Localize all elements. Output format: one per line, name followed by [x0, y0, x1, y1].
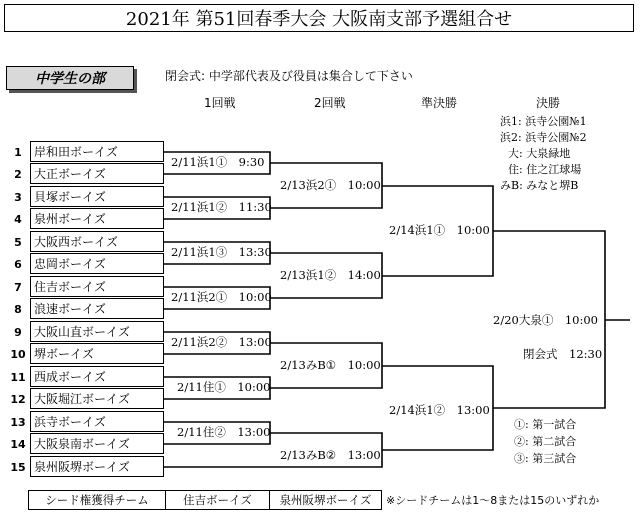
- game-legend-item: ①: 第一試合: [514, 418, 577, 431]
- team-number: 12: [10, 393, 26, 406]
- team-box: 忠岡ボーイズ: [30, 253, 164, 274]
- team-box: 大阪泉南ボーイズ: [30, 433, 164, 454]
- seed-team-1: 住吉ボーイズ: [166, 490, 270, 510]
- semifinal-match: 2/14浜1① 10:00: [389, 223, 490, 237]
- round1-match: 2/11浜2① 10:00: [171, 290, 272, 304]
- team-box: 浪速ボーイズ: [30, 298, 164, 319]
- round-header-semifinal: 準決勝: [421, 96, 458, 110]
- round2-match: 2/13みB① 10:00: [280, 358, 381, 372]
- team-box: 貝塚ボーイズ: [30, 186, 164, 207]
- round-header-1: 1回戦: [204, 96, 236, 110]
- team-number: 1: [14, 146, 22, 159]
- round1-match: 2/11浜1① 9:30: [171, 155, 265, 169]
- page-title: 2021年 第51回春季大会 大阪南支部予選組合せ: [4, 4, 634, 32]
- game-legend-item: ③: 第三試合: [514, 452, 577, 465]
- round-header-2: 2回戦: [314, 96, 346, 110]
- round1-match: 2/11浜1② 11:30: [171, 200, 272, 214]
- team-box: 大正ボーイズ: [30, 163, 164, 184]
- round-header-final: 決勝: [536, 96, 561, 110]
- venue-legend-item: みB: みなと堺B: [500, 179, 579, 192]
- team-number: 3: [14, 191, 22, 204]
- division-label: 中学生の部: [6, 66, 134, 90]
- round2-match: 2/13浜1② 14:00: [280, 268, 381, 282]
- team-number: 9: [14, 326, 22, 339]
- round2-match: 2/13みB② 13:00: [280, 448, 381, 462]
- venue-legend-item: 浜1: 浜寺公園№1: [500, 115, 587, 128]
- team-number: 7: [14, 281, 22, 294]
- team-number: 11: [10, 371, 26, 384]
- seed-note: ※シードチームは1～8または15のいずれか: [386, 494, 600, 507]
- team-box: 西成ボーイズ: [30, 366, 164, 387]
- round1-match: 2/11浜1③ 13:30: [171, 245, 272, 259]
- venue-legend-item: 大: 大泉緑地: [508, 147, 571, 160]
- semifinal-match: 2/14浜1② 13:00: [389, 403, 490, 417]
- team-number: 8: [14, 303, 22, 316]
- venue-legend-item: 浜2: 浜寺公園№2: [500, 131, 587, 144]
- team-number: 13: [10, 416, 26, 429]
- seed-team-2: 泉州阪堺ボーイズ: [270, 490, 382, 510]
- round1-match: 2/11住② 13:00: [177, 425, 271, 439]
- team-number: 10: [10, 348, 26, 361]
- team-box: 堺ボーイズ: [30, 343, 164, 364]
- round2-match: 2/13浜2① 10:00: [280, 178, 381, 192]
- team-number: 15: [10, 461, 26, 474]
- team-box: 大阪西ボーイズ: [30, 231, 164, 252]
- closing-note: 閉会式: 中学部代表及び役員は集合して下さい: [165, 69, 413, 83]
- venue-legend-item: 住: 住之江球場: [508, 163, 582, 176]
- team-box: 大阪山直ボーイズ: [30, 321, 164, 342]
- team-number: 14: [10, 438, 26, 451]
- team-box: 大阪堀江ボーイズ: [30, 388, 164, 409]
- team-number: 5: [14, 236, 22, 249]
- team-box: 泉州阪堺ボーイズ: [30, 456, 164, 477]
- closing-ceremony: 閉会式 12:30: [523, 347, 603, 361]
- round1-match: 2/11浜2② 13:00: [171, 335, 272, 349]
- team-box: 住吉ボーイズ: [30, 276, 164, 297]
- team-number: 4: [14, 213, 22, 226]
- round1-match: 2/11住① 10:00: [177, 380, 271, 394]
- final-match: 2/20大泉① 10:00: [493, 313, 598, 327]
- game-legend-item: ②: 第二試合: [514, 435, 577, 448]
- team-box: 岸和田ボーイズ: [30, 141, 164, 162]
- team-number: 2: [14, 168, 22, 181]
- team-box: 泉州ボーイズ: [30, 208, 164, 229]
- team-number: 6: [14, 258, 22, 271]
- seed-label: シード権獲得チーム: [28, 490, 166, 510]
- team-box: 浜寺ボーイズ: [30, 411, 164, 432]
